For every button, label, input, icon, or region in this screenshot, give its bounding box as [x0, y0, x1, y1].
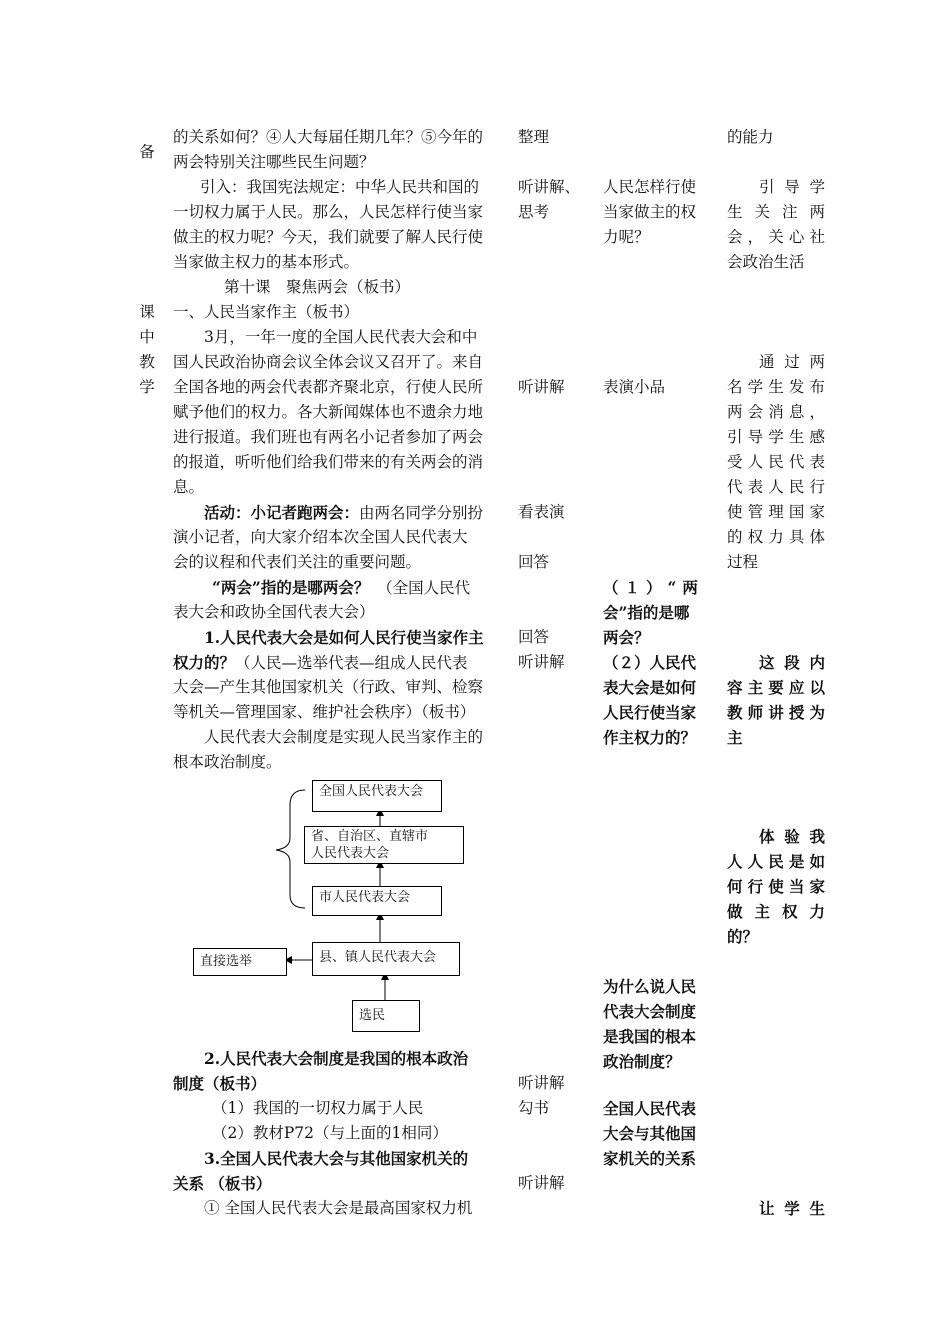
- question-line: 作主权力的？: [603, 728, 697, 747]
- student-activity: 回答: [518, 553, 550, 571]
- stage-label-jiao: 教: [139, 353, 155, 371]
- question-line: 代表大会制度: [603, 1002, 697, 1021]
- main-line: 根本政治制度。: [173, 753, 282, 771]
- main-line: 当家做主权力的基本形式。: [173, 253, 360, 271]
- question-line: 全国人民代表: [603, 1099, 697, 1118]
- main-line: 的报道，听听他们给我们带来的有关两会的消: [173, 453, 484, 471]
- intent-line: 过程: [727, 553, 759, 571]
- main-line: 息。: [173, 478, 205, 496]
- point-3-heading: 3.全国人民代表大会与其他国家机关的: [204, 1149, 469, 1168]
- question-block: [603, 974, 713, 1074]
- intent-line: 主: [727, 728, 743, 747]
- student-activity: 回答: [518, 628, 550, 646]
- question-line: 会”指的是哪: [603, 603, 690, 622]
- student-activity: 听讲解: [518, 378, 565, 396]
- intent-line: 的权力具体: [727, 528, 825, 546]
- question-line: 当家做主的权: [603, 203, 697, 221]
- question-line: 政治制度？: [603, 1052, 681, 1071]
- answer-text: （全国人民代: [369, 579, 471, 597]
- point-1-heading: 1.人民代表大会是如何人民行使当家作主: [204, 628, 484, 647]
- question-line: （１）“两: [603, 578, 704, 597]
- intent-line: 何行使当家: [727, 877, 825, 896]
- intent-line: 引导学生感: [727, 428, 825, 446]
- student-activity: 听讲解: [518, 1174, 565, 1192]
- main-line: 会的议程和代表们关注的重要问题。: [173, 553, 422, 571]
- question-line: 两会？: [603, 628, 650, 647]
- main-line: 赋予他们的权力。各大新闻媒体也不遗余力地: [173, 403, 484, 421]
- question-block: [603, 175, 713, 250]
- main-line: 表大会和政协全国代表大会）: [173, 603, 375, 621]
- intent-line: 让学生: [759, 1199, 825, 1218]
- intent-block: [727, 125, 825, 150]
- question-block: [603, 575, 713, 650]
- node-direct-election: 直接选举: [193, 948, 287, 976]
- intent-line: 使管理国家: [727, 503, 825, 521]
- provincial-line-2: 人民代表大会: [311, 846, 390, 861]
- question-line: （２）人民代: [603, 653, 697, 672]
- question-block: [603, 650, 713, 750]
- stage-label-xue: 学: [139, 378, 155, 396]
- activity-text: 由两名同学分别扮: [359, 504, 484, 522]
- question-line: 人民怎样行使: [603, 178, 697, 196]
- question-line: 为什么说人民: [603, 977, 697, 996]
- point-2-heading: 2.人民代表大会制度是我国的根本政治: [204, 1049, 469, 1068]
- point-1-detail: （人民—选举代表—组成人民代表: [235, 654, 468, 672]
- point-3-item-1: ① 全国人民代表大会是最高国家权力机: [204, 1199, 473, 1217]
- intent-line: 的？: [727, 927, 759, 946]
- student-activity: 思考: [518, 203, 550, 221]
- node-voters: 选民: [352, 1000, 420, 1032]
- question-line: 表大会是如何: [603, 678, 697, 697]
- section-heading: 一、人民当家作主（板书）: [173, 303, 360, 321]
- main-line: 做主的权力呢？今天，我们就要了解人民行使: [173, 228, 484, 246]
- main-line: 一切权力属于人民。那么，人民怎样行使当家: [173, 203, 484, 221]
- main-line: 演小记者，向大家介绍本次全国人民代表大: [173, 528, 468, 546]
- question-line: 大会与其他国: [603, 1124, 697, 1143]
- question-line: 力呢？: [603, 228, 650, 246]
- main-line: 引入：我国宪法规定：中华人民共和国的: [200, 178, 480, 196]
- main-line: 两会特别关注哪些民生问题？: [173, 153, 375, 171]
- main-line: 大会—产生其他国家机关（行政、审判、检察: [173, 678, 484, 696]
- question-line: 是我国的根本: [603, 1027, 697, 1046]
- stage-label-bei: 备: [139, 143, 155, 161]
- student-activity: 勾书: [518, 1099, 550, 1117]
- point-1-heading-end: 权力的？: [173, 653, 236, 672]
- point-2-item-1: （1）我国的一切权力属于人民: [212, 1099, 424, 1117]
- intent-line: 通过两: [759, 353, 825, 371]
- intent-line: 的能力: [727, 128, 774, 146]
- student-activity: 整理: [518, 128, 550, 146]
- intent-line: 会，关心社: [727, 228, 825, 246]
- question-block: [603, 1096, 713, 1171]
- intent-line: 做主权力: [727, 902, 825, 921]
- question-line: 表演小品: [603, 378, 666, 396]
- intent-block: [727, 350, 825, 575]
- intent-line: 代表人民行: [727, 478, 825, 496]
- main-line: 国人民政治协商会议全体会议又召开了。来自: [173, 353, 484, 371]
- intent-line: 人人民是如: [727, 852, 825, 871]
- intent-line: 引导学: [759, 178, 825, 196]
- node-county-congress: 县、镇人民代表大会: [312, 942, 460, 976]
- intent-line: 体验我: [759, 827, 825, 846]
- student-activity: 听讲解、: [518, 178, 581, 196]
- intent-line: 受人民代表: [727, 453, 825, 471]
- question-line: 家机关的关系: [603, 1149, 697, 1168]
- student-activity: 看表演: [518, 503, 565, 521]
- question-text: “两会”指的是哪两会？: [212, 578, 370, 597]
- intent-line: 容主要应以: [727, 678, 825, 697]
- stage-label-zhong: 中: [139, 328, 155, 346]
- intent-line: 这段内: [759, 653, 825, 672]
- main-line: 等机关—管理国家、维护社会秩序）（板书）: [173, 703, 476, 721]
- main-line: 进行报道。我们班也有两名小记者参加了两会: [173, 428, 484, 446]
- intent-block: [727, 175, 825, 275]
- provincial-line-1: 省、自治区、直辖市: [311, 829, 429, 844]
- question-line: 人民行使当家: [603, 703, 697, 722]
- intent-block: [727, 824, 825, 949]
- point-2-heading-end: 制度（板书）: [173, 1074, 267, 1093]
- stage-label-ke: 课: [139, 303, 155, 321]
- node-city-congress: 市人民代表大会: [312, 886, 442, 916]
- student-activity: 听讲解: [518, 1074, 565, 1092]
- intent-block: [727, 650, 825, 750]
- intent-line: 两会消息，: [727, 403, 825, 421]
- activity-label: 活动：小记者跑两会：: [204, 503, 360, 522]
- main-line: 的关系如何？④人大每届任期几年？⑤今年的: [173, 128, 484, 146]
- node-national-congress: 全国人民代表大会: [312, 780, 442, 812]
- lesson-title: 第十课 聚焦两会（板书）: [224, 278, 411, 296]
- point-3-heading-end: 关系 （板书）: [173, 1174, 272, 1193]
- intent-line: 教师讲授为: [727, 703, 825, 722]
- main-line: 全国各地的两会代表都齐聚北京，行使人民所: [173, 378, 484, 396]
- node-provincial-congress: [304, 826, 464, 864]
- main-line: 3月，一年一度的全国人民代表大会和中: [204, 328, 478, 346]
- student-activity: 听讲解: [518, 653, 565, 671]
- main-line: 人民代表大会制度是实现人民当家作主的: [204, 728, 484, 746]
- question-block: [603, 375, 713, 400]
- intent-line: 名学生发布: [727, 378, 825, 396]
- intent-block: [727, 1196, 825, 1221]
- intent-line: 会政治生活: [727, 253, 805, 271]
- intent-line: 生关注两: [727, 203, 825, 221]
- point-2-item-2: （2）教材P72（与上面的1相同）: [212, 1124, 448, 1142]
